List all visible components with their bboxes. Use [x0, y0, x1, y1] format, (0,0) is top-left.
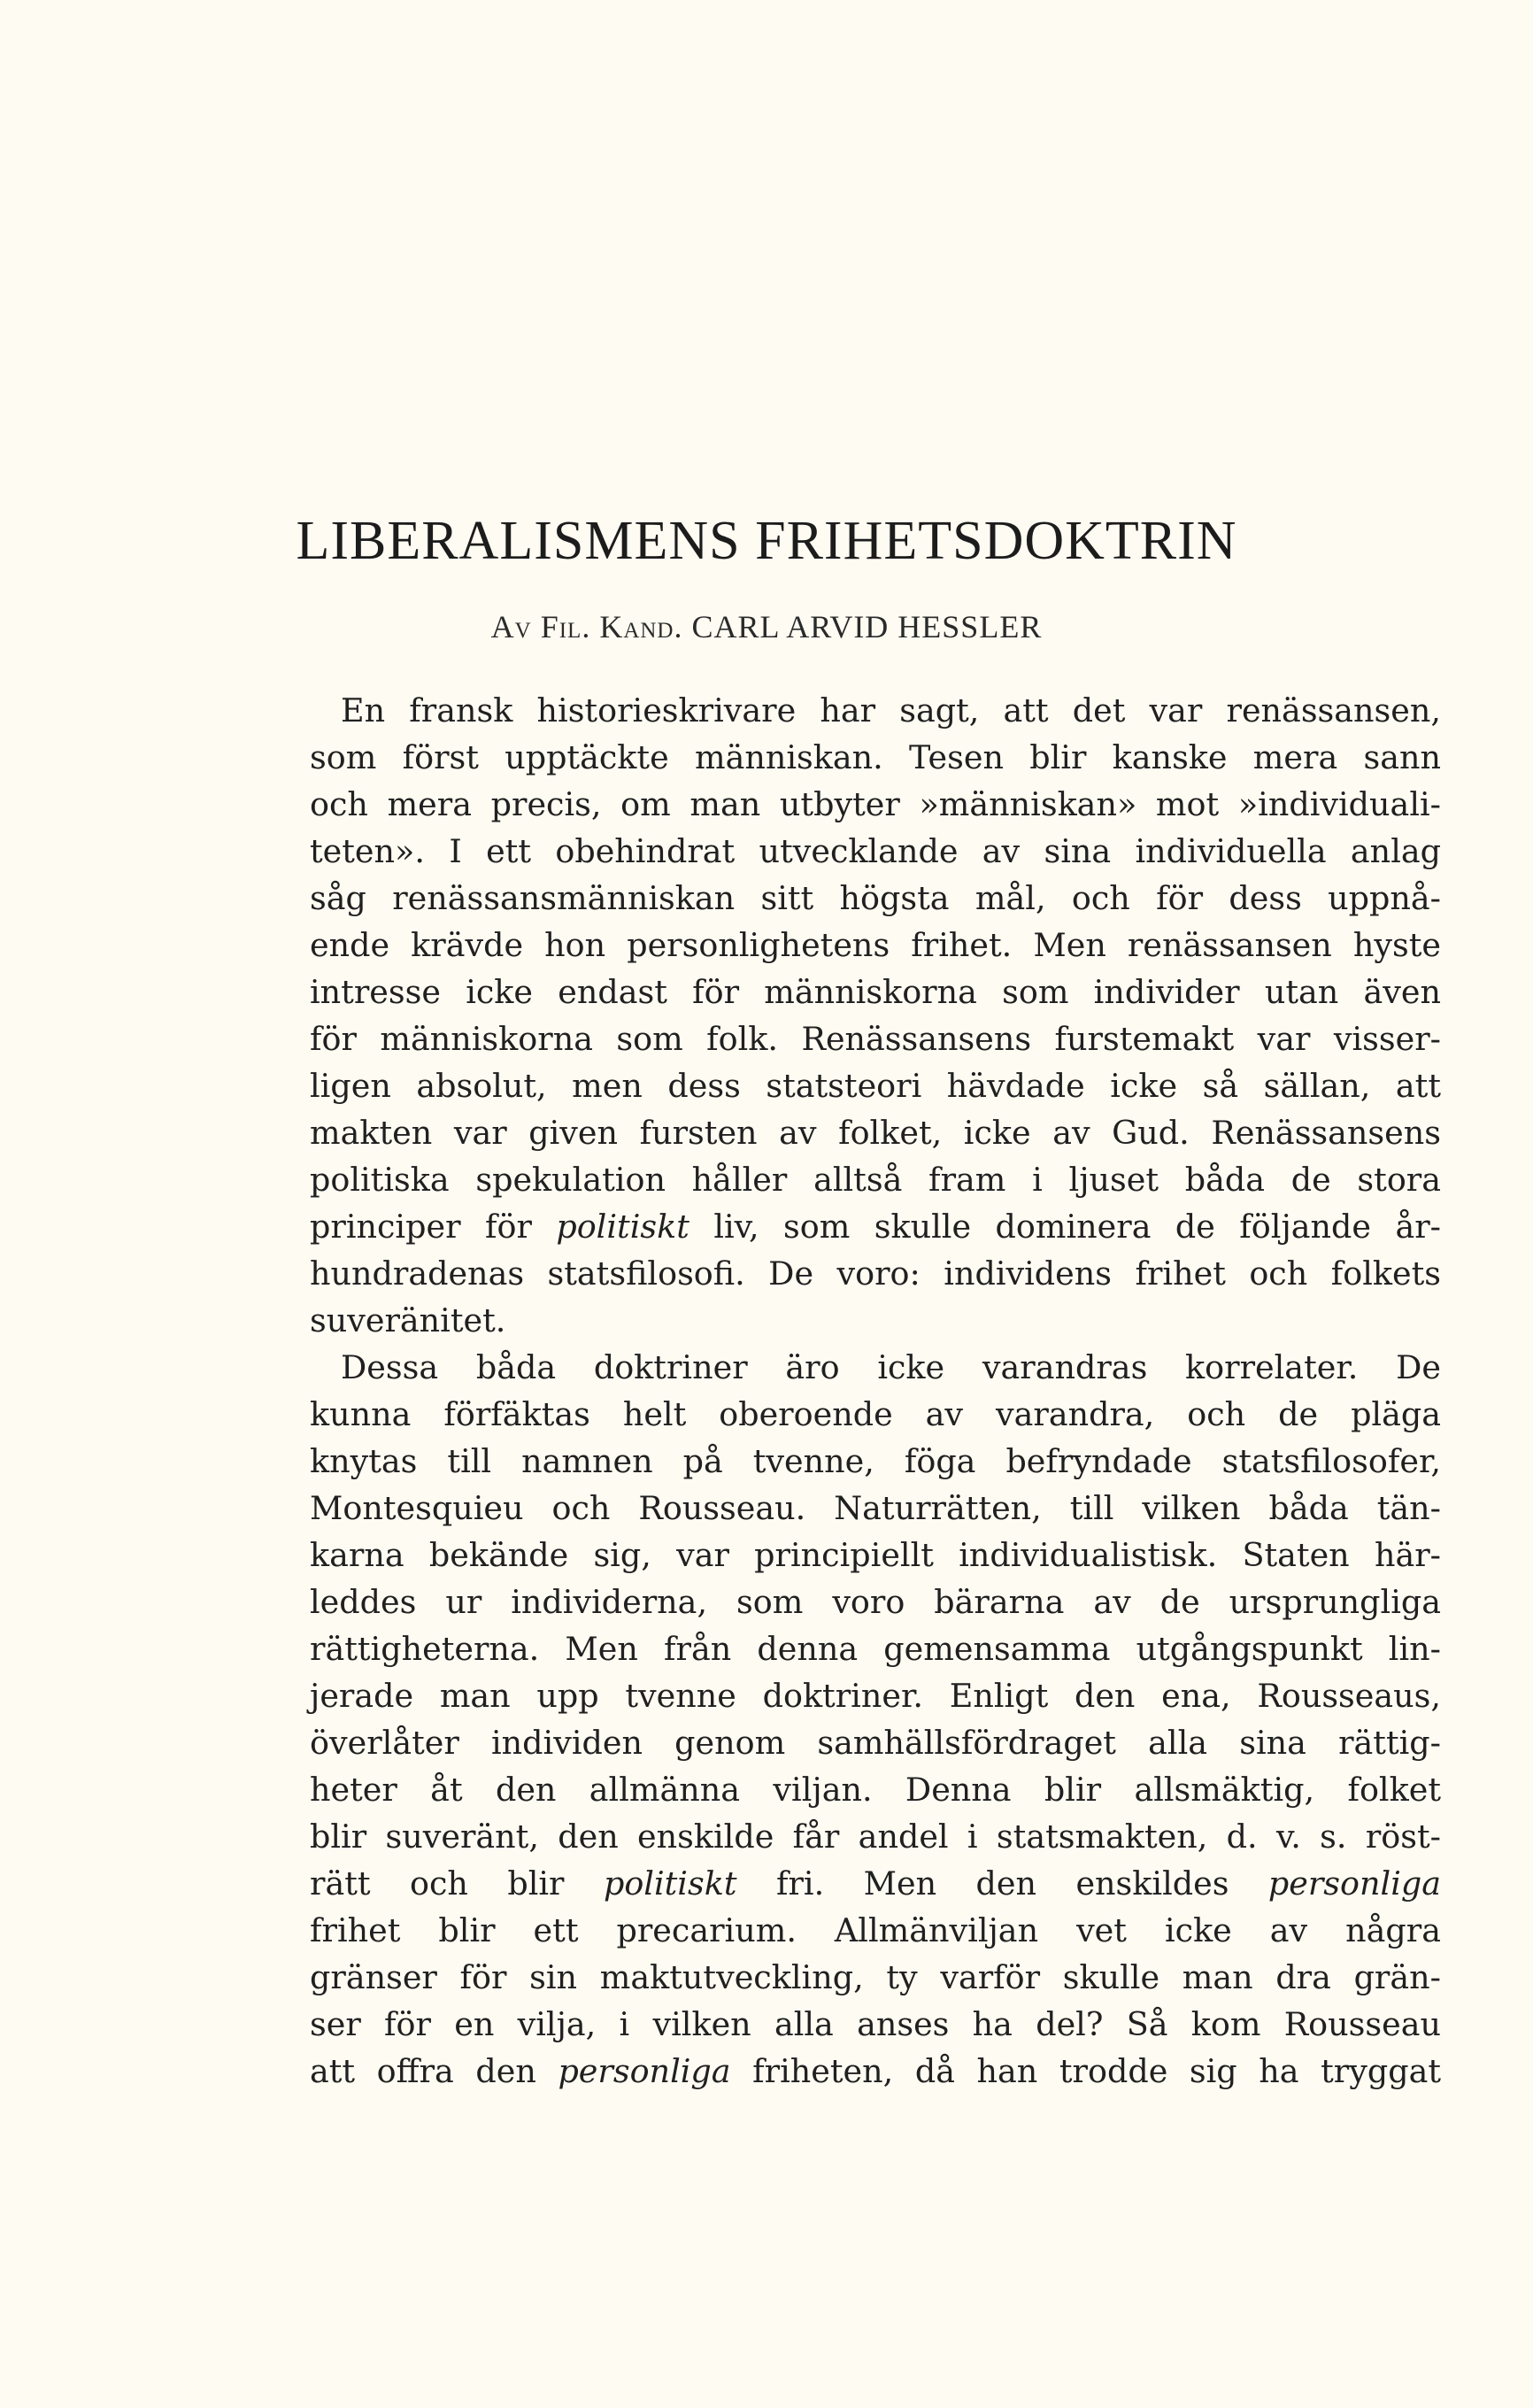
text-line: politiska spekulation håller alltså fram i ljuset båda de stora	[310, 1161, 1441, 1199]
emphasis: politiskt	[556, 1208, 689, 1246]
text-line: rättigheterna. Men från denna gemensamma utgångspunkt lin-	[310, 1630, 1441, 1668]
text-line: såg renässansmänniskan sitt högsta mål, och för dess uppnå-	[310, 879, 1441, 917]
text-line: Montesquieu och Rousseau. Naturrätten, till vilken båda tän-	[310, 1489, 1441, 1527]
text-line: och mera precis, om man utbyter »människan» mot »individuali-	[310, 785, 1441, 823]
emphasis: politiskt	[603, 1864, 737, 1902]
text-line: kunna förfäktas helt oberoende av varandra, och de pläga	[310, 1395, 1441, 1433]
text-line: för människorna som folk. Renässansens furstemakt var visser-	[310, 1020, 1441, 1058]
text-line: leddes ur individerna, som voro bärarna av de ursprungliga	[310, 1583, 1441, 1621]
text-line: jerade man upp tvenne doktriner. Enligt den ena, Rousseaus,	[310, 1677, 1441, 1715]
article-title: LIBERALISMENS FRIHETSDOKTRIN	[296, 511, 1237, 571]
text-line: teten». I ett obehindrat utvecklande av sina individuella anlag	[310, 832, 1441, 870]
text-line: principer för politiskt liv, som skulle dominera de följande år-	[310, 1208, 1441, 1246]
text-line: att offra den personliga friheten, då han trodde sig ha tryggat	[310, 2052, 1441, 2090]
emphasis: personliga	[558, 2052, 731, 2090]
text-line: blir suveränt, den enskilde får andel i statsmakten, d. v. s. röst-	[310, 1818, 1441, 1856]
text-line: hundradenas statsfilosofi. De voro: individens frihet och folkets	[310, 1254, 1441, 1293]
text-line: heter åt den allmänna viljan. Denna blir allsmäktig, folket	[310, 1771, 1441, 1809]
text-line: som först upptäckte människan. Tesen blir kanske mera sann	[310, 738, 1441, 776]
text-line: ligen absolut, men dess statsteori hävdade icke så sällan, att	[310, 1067, 1441, 1105]
text-line: suveränitet.	[310, 1301, 506, 1339]
text-line: knytas till namnen på tvenne, föga befryndade statsfilosofer,	[310, 1442, 1441, 1480]
text-line: intresse icke endast för människorna som individer utan även	[310, 973, 1441, 1011]
text-line: ende krävde hon personlighetens frihet. Men renässansen hyste	[310, 926, 1441, 964]
text-line: frihet blir ett precarium. Allmänviljan vet icke av några	[310, 1911, 1441, 1949]
text-line: ser för en vilja, i vilken alla anses ha del? Så kom Rousseau	[310, 2005, 1441, 2043]
text-line: makten var given fursten av folket, icke av Gud. Renässansens	[310, 1114, 1441, 1152]
byline-prefix: Av Fil. Kand.	[490, 609, 683, 644]
text-line: rätt och blir politiskt fri. Men den enskildes personliga	[310, 1864, 1441, 1902]
text-line: överlåter individen genom samhällsfördraget alla sina rättig-	[310, 1724, 1441, 1762]
author-name: CARL ARVID HESSLER	[691, 609, 1043, 644]
text-line: En fransk historieskrivare har sagt, att det var renässansen,	[341, 691, 1441, 729]
byline	[0, 611, 1533, 643]
text-line: gränser för sin maktutveckling, ty varför skulle man dra grän-	[310, 1958, 1441, 1996]
text-line: Dessa båda doktriner äro icke varandras korrelater. De	[341, 1348, 1441, 1386]
emphasis: personliga	[1267, 1864, 1441, 1902]
text-line: karna bekände sig, var principiellt individualistisk. Staten här-	[310, 1536, 1441, 1574]
